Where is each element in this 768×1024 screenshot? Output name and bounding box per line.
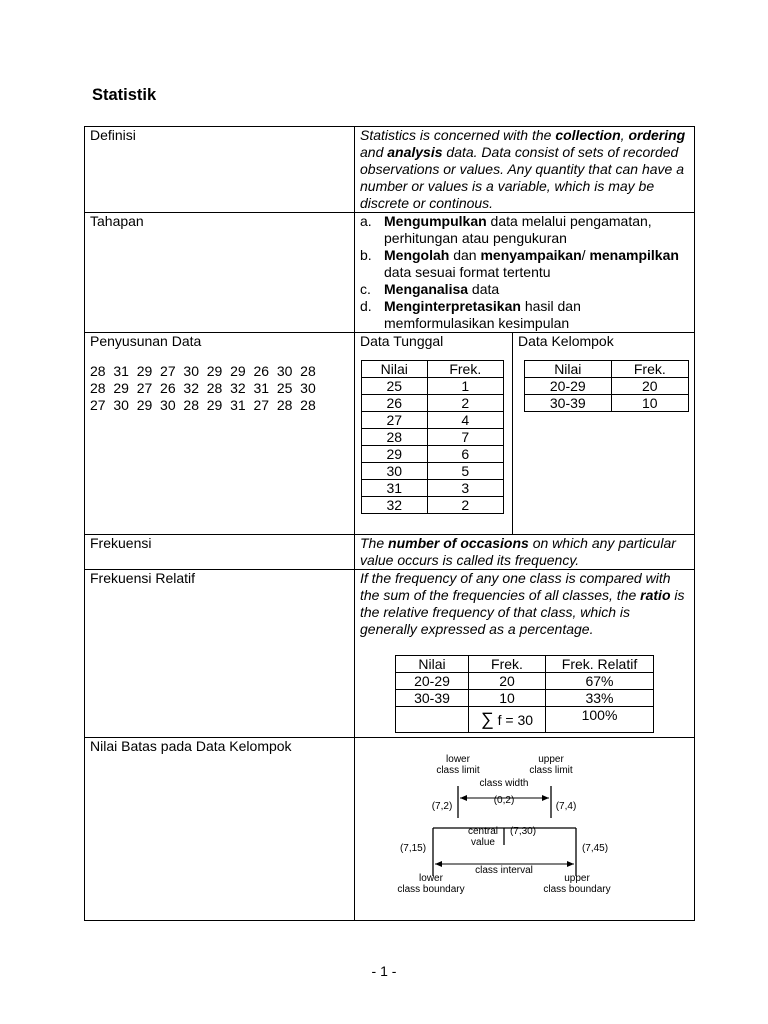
tahapan-d-t1: hasil dan memformulasikan kesimpulan: [384, 298, 581, 331]
definisi-t3: and: [360, 144, 388, 160]
table-cell: 32: [362, 497, 428, 514]
tahapan-b-b1: Mengolah: [384, 247, 450, 263]
central-value-text: central value: [467, 826, 498, 848]
penyusunan-cell: [85, 333, 355, 535]
table-cell: 25: [362, 378, 428, 395]
table-row: [362, 429, 504, 446]
table-cell: 33%: [546, 690, 654, 707]
table-row: [362, 412, 504, 429]
upper-boundary-value: (7,45): [581, 843, 609, 854]
table-cell: 2: [427, 395, 503, 412]
raw-data-line: 28 31 29 27 30 29 29 26 30 28: [90, 363, 316, 379]
table-cell: 30-39: [525, 395, 612, 412]
lower-boundary-value: (7,15): [399, 843, 427, 854]
nilai-batas-label: Nilai Batas pada Data Kelompok: [85, 738, 355, 921]
lower-class-limit-label: [433, 754, 483, 776]
table-header-row: [525, 361, 689, 378]
table-cell: 30: [362, 463, 428, 480]
tahapan-mark-c: c.: [360, 281, 371, 297]
lower-class-limit-text: lower class limit: [436, 754, 480, 776]
data-kelompok-table: [524, 360, 689, 412]
tahapan-b-t3: data sesuai format tertentu: [384, 264, 551, 280]
frekuensi-b1: number of occasions: [388, 535, 529, 551]
tahapan-c-b1: Menganalisa: [384, 281, 469, 297]
table-row: [362, 446, 504, 463]
raw-data: [90, 363, 349, 414]
tahapan-a-t1: data melalui pengamatan, perhitungan atau pengukuran: [384, 213, 652, 246]
row-nilai-batas: [85, 738, 695, 921]
sum-text: f = 30: [497, 712, 534, 728]
frekuensi-relatif-cell: [355, 570, 695, 738]
table-header: Frek.: [611, 361, 688, 378]
relatif-b1: ratio: [640, 587, 671, 603]
frekuensi-t1: The: [360, 535, 389, 551]
page-title: Statistik: [92, 86, 157, 104]
tahapan-c-t1: data: [468, 281, 500, 297]
data-kelompok-section: [513, 333, 694, 534]
upper-class-limit-text: upper class limit: [529, 754, 573, 776]
table-cell: 20: [611, 378, 688, 395]
table-sum-row: [396, 707, 654, 733]
lower-class-boundary-text: lower class boundary: [397, 873, 465, 895]
table-cell: 27: [362, 412, 428, 429]
definisi-t1: Statistics is concerned with the: [360, 127, 556, 143]
table-cell-empty: [396, 707, 469, 733]
table-cell: 5: [427, 463, 503, 480]
statistics-table: [84, 126, 695, 921]
frekuensi-relatif-table: [395, 655, 654, 733]
row-definisi: [85, 127, 695, 213]
frekuensi-relatif-text: [360, 570, 689, 638]
table-row: [362, 378, 504, 395]
tahapan-item-d: [360, 298, 689, 332]
frekuensi-label: Frekuensi: [85, 535, 355, 570]
table-row: [362, 497, 504, 514]
table-row: [362, 463, 504, 480]
upper-limit-value: (7,4): [555, 801, 577, 812]
relatif-t1: If the frequency of any one class is compared with the sum of the frequencies of all classes, the: [360, 570, 671, 603]
relatif-t2: is the relative frequency of that class, which is generally expressed as a percentage.: [360, 587, 685, 637]
definisi-b1: collection: [555, 127, 621, 143]
nilai-batas-cell: [355, 738, 695, 921]
table-cell: 20: [469, 673, 546, 690]
raw-data-line: 27 30 29 30 28 29 31 27 28 28: [90, 397, 316, 413]
row-tahapan: [85, 213, 695, 333]
tahapan-mark-a: a.: [360, 213, 372, 229]
table-row: [525, 378, 689, 395]
table-cell: 3: [427, 480, 503, 497]
tahapan-mark-b: b.: [360, 247, 372, 263]
definisi-label: Definisi: [85, 127, 355, 213]
lower-limit-value: (7,2): [431, 801, 453, 812]
tahapan-d-b1: Menginterpretasikan: [384, 298, 521, 314]
definisi-b2: ordering: [628, 127, 686, 143]
table-cell: 20-29: [396, 673, 469, 690]
frekuensi-t2: on which any particular value occurs is called its frequency.: [360, 535, 676, 568]
table-cell: 6: [427, 446, 503, 463]
penyusunan-tables-cell: [355, 333, 695, 535]
table-cell: 30-39: [396, 690, 469, 707]
table-header: Frek.: [427, 361, 503, 378]
lower-class-boundary-label: [391, 873, 471, 895]
tahapan-a-b1: Mengumpulkan: [384, 213, 487, 229]
central-value-label: [465, 826, 501, 848]
tahapan-item-c: [360, 281, 689, 298]
table-cell: 2: [427, 497, 503, 514]
tahapan-list: [360, 213, 689, 332]
definisi-t4: data. Data consist of sets of recorded observations or values. Any quantity that can have a number or values is a variable, which is may be discrete or continous.: [360, 144, 685, 211]
table-cell: 31: [362, 480, 428, 497]
table-header-row: [396, 656, 654, 673]
tahapan-label: Tahapan: [85, 213, 355, 333]
tahapan-b-b3: menampilkan: [589, 247, 679, 263]
table-row: [362, 395, 504, 412]
class-interval-label: class interval: [475, 865, 533, 876]
frekuensi-text: [355, 535, 695, 570]
table-cell: 1: [427, 378, 503, 395]
central-value-number: (7,30): [509, 826, 537, 837]
upper-class-limit-label: [526, 754, 576, 776]
table-cell: 26: [362, 395, 428, 412]
class-width-value: (0,2): [493, 795, 515, 806]
definisi-b3: analysis: [387, 144, 443, 160]
table-row: [396, 673, 654, 690]
data-tunggal-section: [355, 333, 513, 534]
table-cell: 10: [469, 690, 546, 707]
raw-data-line: 28 29 27 26 32 28 32 31 25 30: [90, 380, 316, 396]
tahapan-mark-d: d.: [360, 298, 372, 314]
tahapan-b-t1: dan: [449, 247, 481, 263]
tahapan-item-b: [360, 247, 689, 281]
table-row: [396, 690, 654, 707]
upper-class-boundary-text: upper class boundary: [543, 873, 611, 895]
definisi-text: [355, 127, 695, 213]
table-cell: 28: [362, 429, 428, 446]
data-tunggal-table: [361, 360, 504, 514]
table-cell: 7: [427, 429, 503, 446]
page-number: - 1 -: [371, 963, 397, 979]
frekuensi-relatif-label: Frekuensi Relatif: [85, 570, 355, 738]
class-width-label: class width: [479, 778, 529, 789]
table-header-row: [362, 361, 504, 378]
table-row: [525, 395, 689, 412]
data-tunggal-heading: Data Tunggal: [360, 333, 444, 349]
sum-cell: [469, 707, 546, 733]
tahapan-item-a: [360, 213, 689, 247]
table-header: Nilai: [362, 361, 428, 378]
table-cell: 10: [611, 395, 688, 412]
upper-class-boundary-label: [537, 873, 617, 895]
tahapan-b-t2: /: [581, 247, 590, 263]
tahapan-list-cell: [355, 213, 695, 333]
data-kelompok-heading: Data Kelompok: [518, 333, 614, 349]
sum-symbol: ∑: [480, 709, 494, 729]
table-header: Nilai: [525, 361, 612, 378]
class-boundary-diagram: [355, 738, 694, 920]
row-penyusunan: [85, 333, 695, 535]
row-frekuensi: [85, 535, 695, 570]
table-cell: 29: [362, 446, 428, 463]
table-header: Nilai: [396, 656, 469, 673]
row-frekuensi-relatif: [85, 570, 695, 738]
table-header: Frek.: [469, 656, 546, 673]
table-row: [362, 480, 504, 497]
tahapan-b-b2: menyampaikan: [480, 247, 582, 263]
definisi-t2: ,: [620, 127, 625, 143]
table-cell: 20-29: [525, 378, 612, 395]
table-cell: 4: [427, 412, 503, 429]
total-cell: 100%: [546, 707, 654, 733]
table-cell: 67%: [546, 673, 654, 690]
table-header: Frek. Relatif: [546, 656, 654, 673]
penyusunan-label: Penyusunan Data: [90, 333, 202, 349]
